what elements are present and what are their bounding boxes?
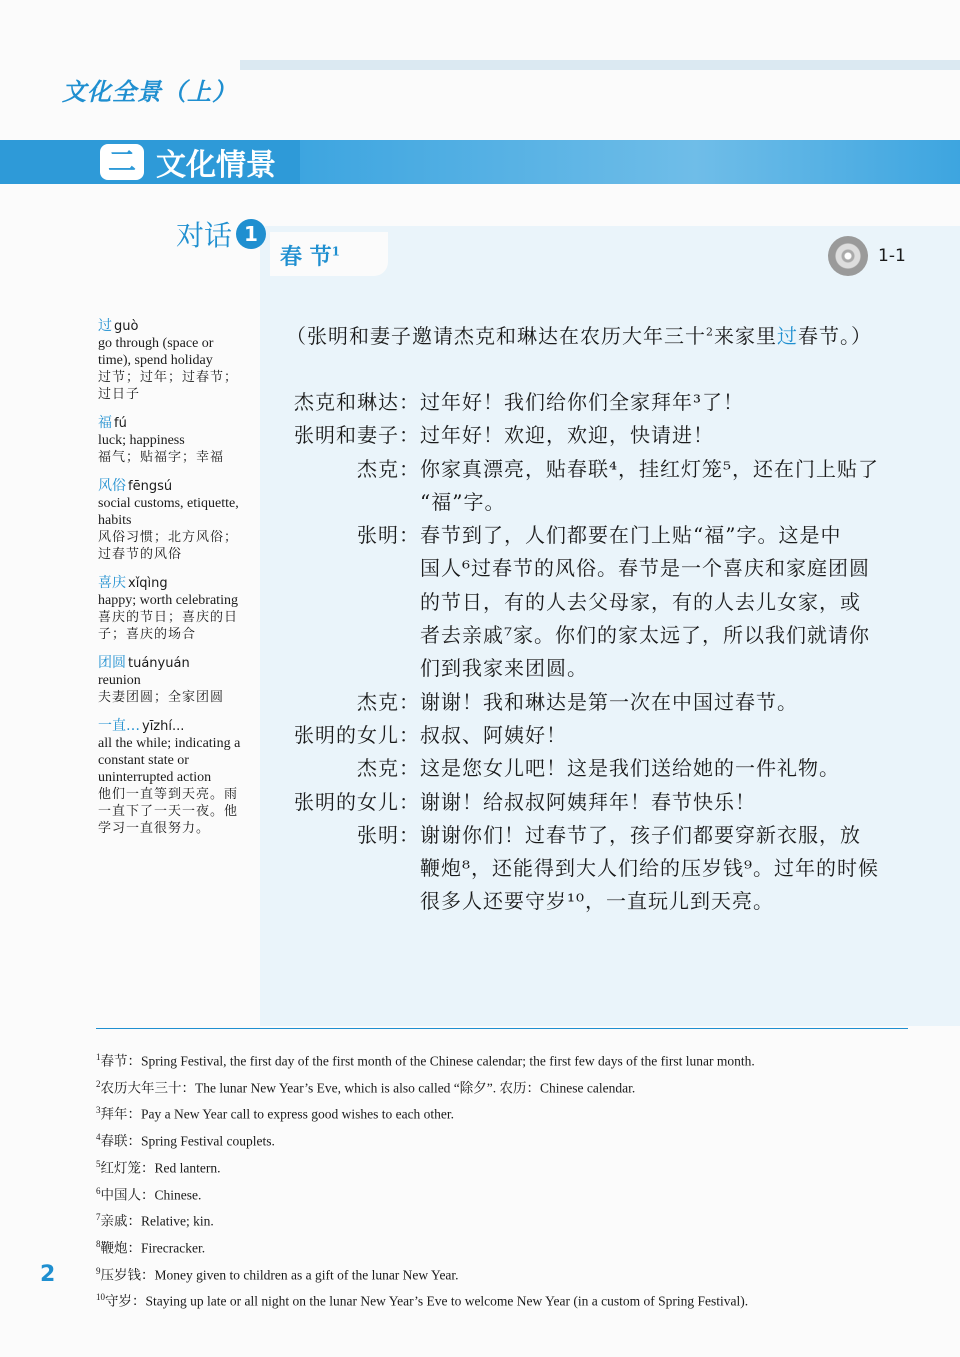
scene-intro: [286, 320, 872, 349]
dialogue-line: [270, 652, 910, 685]
vocabulary-examples: 喜庆的节日；喜庆的日子；喜庆的场合: [98, 610, 239, 642]
footnote-term: 春联：: [100, 1133, 141, 1150]
footnote-number: 9: [96, 1265, 101, 1276]
dialogue-line: [270, 719, 910, 752]
footnote-item: [96, 1286, 926, 1313]
vocabulary-entry: [98, 318, 244, 403]
dialogue-line: [270, 552, 910, 585]
footnote-term: 农历大年三十：: [100, 1080, 195, 1097]
footnote-item: [96, 1099, 926, 1126]
speaker-name: [270, 652, 420, 685]
vocabulary-entry: [98, 415, 244, 466]
footnote-term: 中国人：: [100, 1187, 155, 1204]
footnote-term: 红灯笼：: [100, 1160, 155, 1177]
vocabulary-entry: [98, 575, 244, 643]
footnote-text: Red lantern.: [154, 1160, 221, 1176]
footnote-divider: [96, 1028, 908, 1029]
speaker-name: [270, 486, 420, 519]
footnote-term: 拜年：: [100, 1106, 141, 1123]
utterance-text: 很多人还要守岁¹⁰，一直玩儿到天亮。: [420, 889, 775, 914]
vocabulary-examples: 过节；过年；过春节；过日子: [98, 370, 239, 402]
footnotes: [96, 1046, 926, 1313]
footnote-text: Firecracker.: [141, 1240, 206, 1256]
utterance-text: “福”字。: [420, 489, 506, 514]
intro-note: 2: [706, 325, 714, 339]
intro-before: （张明和妻子邀请杰克和琳达在农历大年三十: [286, 324, 706, 348]
vocabulary-word: 过: [98, 318, 112, 334]
speaker-name: 张明的女儿：: [294, 789, 420, 814]
speaker-name: 杰克和琳达：: [294, 390, 420, 414]
footnote-item: [96, 1126, 926, 1153]
audio-track-number: 1-1: [878, 246, 906, 266]
vocabulary-headword: [98, 655, 244, 672]
footnote-text: Pay a New Year call to express good wishes to each other.: [141, 1106, 455, 1122]
footnote-text: Spring Festival couplets.: [141, 1133, 275, 1149]
dialogue: [270, 386, 910, 919]
vocabulary-examples: 福气；贴福字；幸福: [98, 450, 225, 465]
speaker-name: [270, 586, 420, 619]
footnote-item: [96, 1206, 926, 1233]
dialogue-line: [270, 786, 910, 819]
audio-cd-icon[interactable]: [828, 236, 868, 276]
speaker-name: [270, 619, 420, 652]
speaker-name: [270, 885, 420, 918]
vocabulary-english: reunion: [98, 673, 141, 688]
speaker-name: [270, 852, 420, 885]
vocabulary-examples: 夫妻团圆；全家团圆: [98, 690, 225, 705]
utterance-text: 们到我家来团圆。: [420, 656, 588, 681]
footnote-number: 6: [96, 1185, 101, 1196]
speaker-name: 杰克：: [357, 456, 420, 481]
utterance-text: 谢谢！我和琳达是第一次在中国过春节。: [420, 689, 798, 714]
footnote-item: [96, 1233, 926, 1260]
vocabulary-word: 喜庆: [98, 575, 126, 591]
top-decor-bar: [240, 60, 960, 70]
utterance-text: 这是您女儿吧！这是我们送给她的一件礼物。: [420, 756, 840, 781]
vocabulary-pinyin: fú: [114, 416, 127, 431]
speaker-name: [270, 552, 420, 585]
speaker-name: 杰克：: [357, 756, 420, 781]
footnote-number: 2: [96, 1078, 101, 1089]
footnote-term: 守岁：: [105, 1293, 146, 1310]
utterance-text: 叔叔、阿姨好！: [420, 722, 567, 747]
lesson-title: [280, 240, 340, 271]
utterance-text: 者去亲戚⁷家。你们的家太远了，所以我们就请你: [420, 623, 871, 648]
footnote-text: Chinese.: [154, 1187, 202, 1203]
vocabulary-headword: [98, 318, 244, 335]
vocabulary-english: happy; worth celebrating: [98, 593, 238, 608]
footnote-text: Spring Festival, the first day of the first month of the Chinese calendar; the first few days of the first lunar month.: [141, 1053, 755, 1069]
intro-highlight: 过: [777, 324, 798, 348]
vocabulary-entry: [98, 718, 244, 837]
section-number: 二: [100, 144, 144, 180]
footnote-number: 4: [96, 1132, 101, 1143]
vocabulary-pinyin: guò: [114, 319, 139, 334]
section-band-tail: [300, 140, 960, 184]
dialogue-line: [270, 419, 910, 452]
vocabulary-entry: [98, 478, 244, 563]
vocabulary-headword: [98, 575, 244, 592]
footnote-text: Money given to children as a gift of the lunar New Year.: [154, 1267, 459, 1283]
dialogue-line: [270, 852, 910, 885]
vocabulary-english: luck; happiness: [98, 433, 185, 448]
dialogue-line: [270, 519, 910, 552]
vocabulary-headword: [98, 478, 244, 495]
footnote-term: 亲戚：: [100, 1213, 141, 1230]
vocabulary-sidebar: [98, 318, 244, 849]
footnote-item: [96, 1046, 926, 1073]
footnote-number: 10: [96, 1292, 105, 1303]
footnote-item: [96, 1073, 926, 1100]
dialogue-line: [270, 819, 910, 852]
footnote-item: [96, 1260, 926, 1287]
footnote-item: [96, 1153, 926, 1180]
utterance-text: 谢谢！给叔叔阿姨拜年！春节快乐！: [420, 789, 756, 814]
section-title: 文化情景: [156, 148, 277, 183]
book-title: 文化全景（上）: [62, 78, 237, 106]
speaker-name: 张明的女儿：: [294, 722, 420, 747]
vocabulary-english: social customs, etiquette, habits: [98, 496, 239, 528]
dialogue-line: [270, 619, 910, 652]
vocabulary-pinyin: yīzhí...: [142, 719, 185, 734]
vocabulary-pinyin: fēngsú: [128, 479, 173, 494]
section-heading: [100, 140, 276, 184]
vocabulary-word: 福: [98, 415, 112, 431]
utterance-text: 国人⁶过春节的风俗。春节是一个喜庆和家庭团圆: [420, 556, 871, 581]
vocabulary-english: go through (space or time), spend holiday: [98, 336, 214, 368]
vocabulary-headword: [98, 415, 244, 432]
utterance-text: 鞭炮⁸，还能得到大人们给的压岁钱⁹。过年的时候: [420, 856, 880, 881]
utterance-text: 谢谢你们！过春节了，孩子们都要穿新衣服，放: [420, 822, 861, 847]
intro-after: 春节。）: [798, 324, 872, 348]
dialogue-number: 1: [236, 219, 266, 249]
intro-middle: 来家里: [714, 324, 777, 348]
speaker-name: 杰克：: [357, 689, 420, 714]
vocabulary-word: 团圆: [98, 655, 126, 671]
footnote-number: 7: [96, 1212, 101, 1223]
footnote-number: 1: [96, 1052, 101, 1062]
vocabulary-pinyin: xǐqìng: [128, 576, 168, 591]
footnote-number: 5: [96, 1158, 101, 1169]
footnote-text: The lunar New Year’s Eve, which is also called “除夕”. 农历：Chinese calendar.: [195, 1080, 636, 1096]
dialogue-label: [176, 214, 266, 254]
utterance-text: 过年好！我们给你们全家拜年³了！: [420, 390, 745, 414]
footnote-term: 春节：: [100, 1053, 141, 1070]
dialogue-line: [270, 453, 910, 486]
speaker-name: 张明：: [357, 523, 420, 548]
utterance-text: 过年好！欢迎，欢迎，快请进！: [420, 423, 714, 448]
lesson-title-text: 春 节: [280, 244, 332, 270]
speaker-name: 张明和妻子：: [294, 423, 420, 448]
dialogue-line: [270, 885, 910, 918]
dialogue-line: [270, 486, 910, 519]
dialogue-line: [270, 752, 910, 785]
dialogue-line: [270, 686, 910, 719]
vocabulary-headword: [98, 718, 244, 735]
vocabulary-examples: 他们一直等到天亮。雨一直下了一天一夜。他学习一直很努力。: [98, 787, 239, 836]
footnote-term: 压岁钱：: [100, 1267, 155, 1284]
footnote-term: 鞭炮：: [100, 1240, 141, 1257]
dialogue-label-text: 对话: [176, 219, 233, 252]
vocabulary-word: 一直…: [98, 718, 140, 734]
utterance-text: 的节日，有的人去父母家，有的人去儿女家，或: [420, 589, 861, 614]
footnote-item: [96, 1180, 926, 1207]
utterance-text: 你家真漂亮，贴春联⁴，挂红灯笼⁵，还在门上贴了: [420, 456, 880, 481]
footnote-number: 8: [96, 1238, 101, 1249]
speaker-name: 张明：: [357, 822, 420, 847]
footnote-text: Staying up late or all night on the lunar New Year’s Eve to welcome New Year (in a custom of Spring Festival).: [145, 1293, 749, 1309]
footnote-text: Relative; kin.: [141, 1213, 214, 1229]
lesson-title-note: 1: [331, 244, 341, 259]
vocabulary-word: 风俗: [98, 478, 126, 494]
dialogue-line: [270, 586, 910, 619]
vocabulary-entry: [98, 655, 244, 706]
vocabulary-examples: 风俗习惯；北方风俗；过春节的风俗: [98, 530, 239, 562]
vocabulary-english: all the while; indicating a constant state or uninterrupted action: [98, 736, 241, 785]
footnote-number: 3: [96, 1105, 101, 1116]
vocabulary-pinyin: tuányuán: [128, 656, 190, 671]
utterance-text: 春节到了，人们都要在门上贴“福”字。这是中: [420, 523, 842, 548]
page-number: 2: [40, 1262, 56, 1287]
dialogue-line: [270, 386, 910, 419]
